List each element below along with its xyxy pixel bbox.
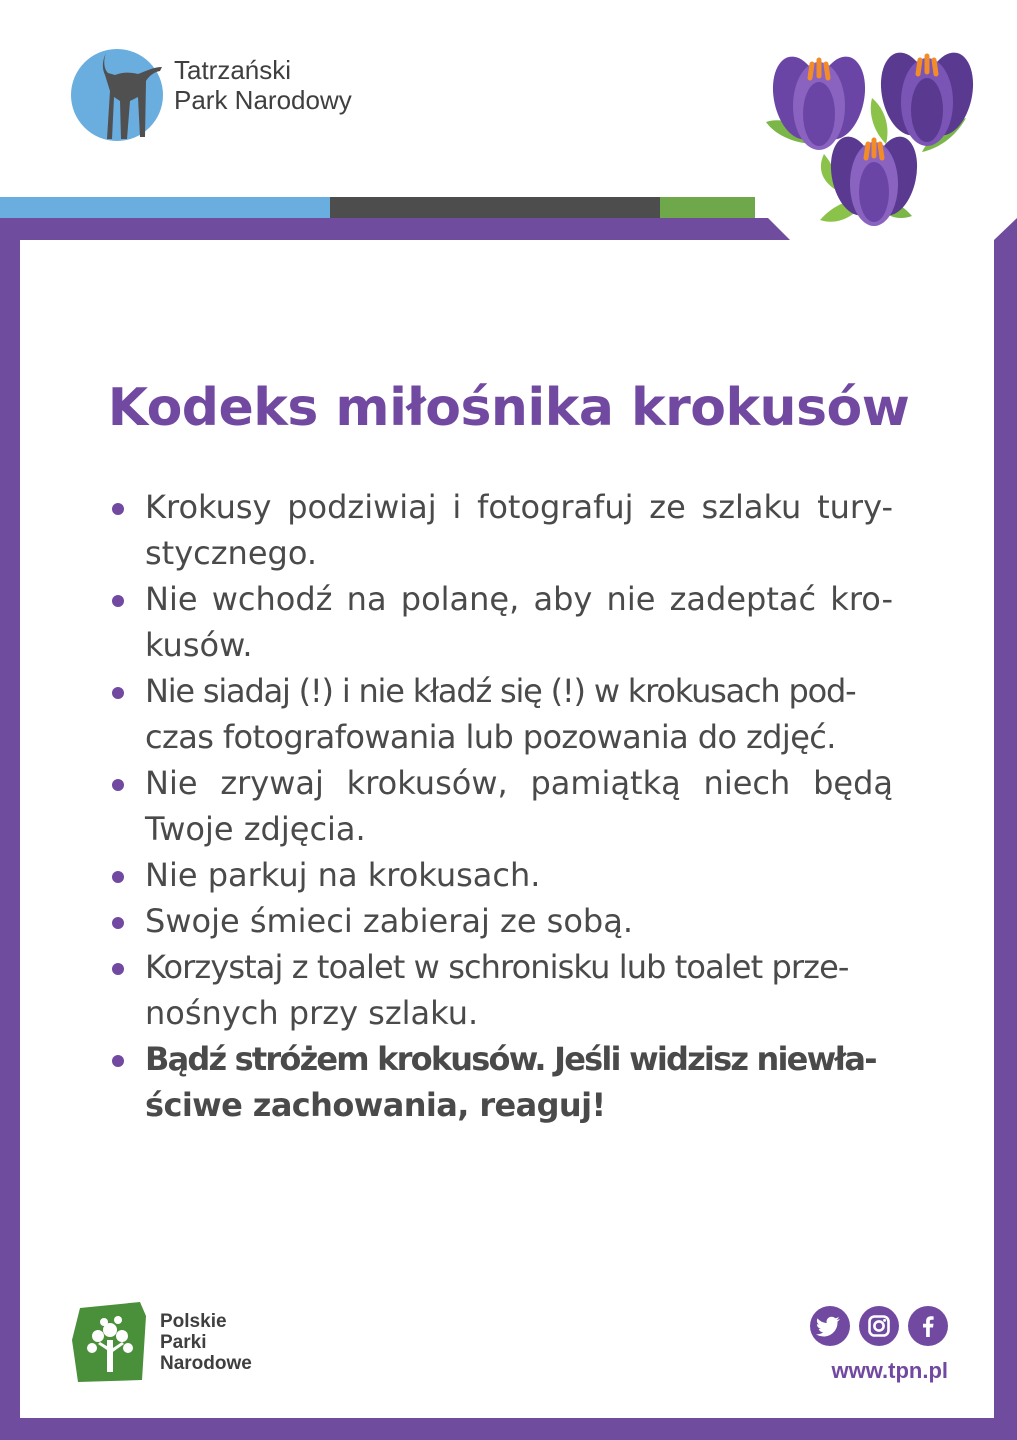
rule-text-line: Krokusy podziwiaj i fotografuj ze szlaku tury-: [145, 488, 893, 526]
ppn-name: [160, 1311, 252, 1374]
rule-text-line: Nie siadaj (!) i nie kładź się (!) w krokusach pod-: [145, 672, 856, 710]
rule-item: [108, 760, 893, 852]
rule-text-line: Nie parkuj na krokusach.: [145, 856, 541, 894]
social-icons: [808, 1306, 953, 1350]
rule-item: [108, 852, 893, 898]
rule-text-line: Bądź stróżem krokusów. Jeśli widzisz niewła-: [145, 1040, 876, 1078]
stripe-gray: [330, 197, 660, 219]
rule-text-line: kusów.: [145, 626, 253, 664]
chamois-logo-icon: [70, 45, 170, 145]
ppn-logo: [70, 1300, 290, 1390]
stripe-green: [660, 197, 755, 219]
ppn-line2: Parki: [160, 1332, 207, 1353]
rule-text-line: Twoje zdjęcia.: [145, 810, 366, 848]
org-name: [174, 55, 352, 115]
facebook-icon[interactable]: [908, 1306, 948, 1346]
rule-text-line: ściwe zachowania, reaguj!: [145, 1086, 606, 1124]
rule-item: [108, 484, 893, 576]
tpn-logo: [70, 45, 410, 145]
rule-text-line: Nie wchodź na polanę, aby nie zadeptać kro-: [145, 580, 893, 618]
stripe-blue: [0, 197, 330, 219]
rule-text-line: Swoje śmieci zabieraj ze sobą.: [145, 902, 634, 940]
header: [0, 0, 1017, 240]
crocus-flowers-illustration: [760, 40, 980, 245]
rule-item: [108, 668, 893, 760]
ppn-line1: Polskie: [160, 1311, 227, 1332]
rule-text-line: nośnych przy szlaku.: [145, 994, 479, 1032]
website-link[interactable]: www.tpn.pl: [831, 1358, 948, 1383]
rule-text-line: Nie zrywaj krokusów, pamiątką niech będą: [145, 764, 893, 802]
rules-list: [108, 484, 893, 1128]
rule-item: [108, 898, 893, 944]
rule-text-line: czas fotografowania lub pozowania do zdjęć.: [145, 718, 836, 756]
ppn-line3: Narodowe: [160, 1353, 252, 1374]
twitter-icon[interactable]: [810, 1306, 850, 1346]
rule-item: [108, 944, 893, 1036]
org-name-line2: Park Narodowy: [174, 85, 352, 115]
rule-item: [108, 1036, 893, 1128]
page-title: Kodeks miłośnika krokusów: [107, 378, 910, 438]
rule-text-line: stycznego.: [145, 534, 318, 572]
org-name-line1: Tatrzański: [174, 55, 292, 85]
rule-item: [108, 576, 893, 668]
rule-text-line: Korzystaj z toalet w schronisku lub toalet prze-: [145, 948, 849, 986]
tree-logo-icon: [70, 1300, 150, 1384]
instagram-icon[interactable]: [859, 1306, 899, 1346]
